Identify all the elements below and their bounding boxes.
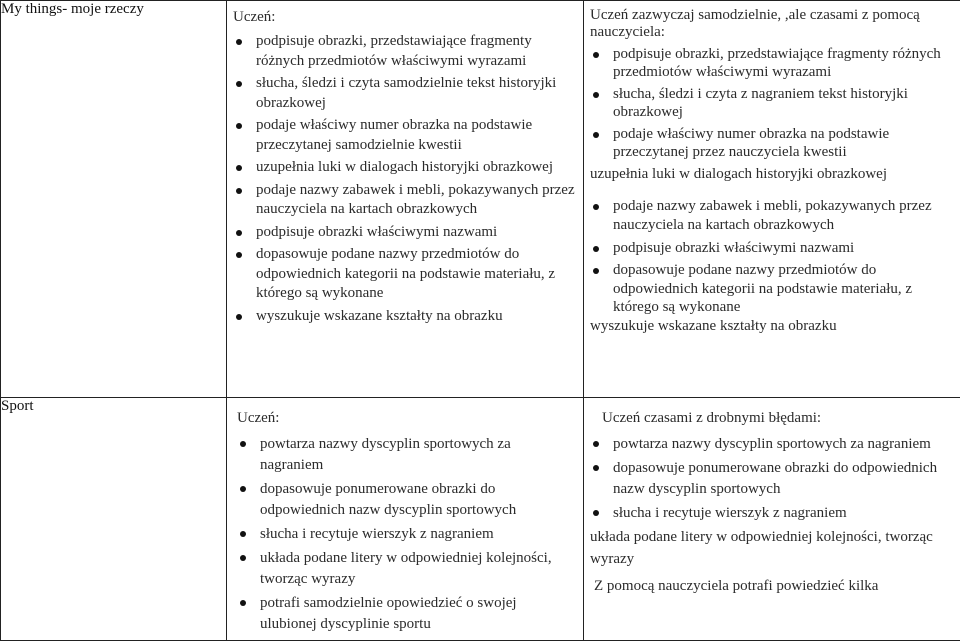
list-item: podpisuje obrazki, przedstawiające fragmenty różnych przedmiotów właściwymi wyrazami <box>233 32 575 71</box>
list-item: dopasowuje ponumerowane obrazki do odpowiednich nazw dyscyplin sportowych <box>590 458 948 500</box>
requirements-list <box>590 45 950 336</box>
requirements-cell <box>227 1 584 398</box>
list-item: słucha, śledzi i czyta samodzielnie tekst historyjki obrazkowej <box>233 74 575 113</box>
list-item: powtarza nazwy dyscyplin sportowych za nagraniem <box>237 434 575 476</box>
list-item: uzupełnia luki w dialogach historyjki obrazkowej <box>233 158 575 178</box>
topic-cell <box>1 1 227 398</box>
requirements-list <box>233 32 575 326</box>
cell-heading: Uczeń: <box>237 408 575 428</box>
list-item: wyszukuje wskazane kształty na obrazku <box>590 317 950 337</box>
list-item: powtarza nazwy dyscyplin sportowych za nagraniem <box>590 434 948 455</box>
cell-heading: Uczeń czasami z drobnymi błędami: <box>590 408 948 428</box>
list-item: podpisuje obrazki, przedstawiające fragmenty różnych przedmiotów właściwymi wyrazami <box>590 45 950 81</box>
list-item: układa podane litery w odpowiedniej kolejności, tworząc wyrazy <box>237 548 575 590</box>
list-item: Z pomocą nauczyciela potrafi powiedzieć kilka <box>590 576 948 597</box>
list-item: układa podane litery w odpowiedniej kolejności, tworząc wyrazy <box>590 526 948 570</box>
list-item: uzupełnia luki w dialogach historyjki obrazkowej <box>590 165 950 185</box>
list-item: podpisuje obrazki właściwymi nazwami <box>590 239 950 259</box>
topic-cell <box>1 398 227 641</box>
list-item: słucha i recytuje wierszyk z nagraniem <box>237 524 575 545</box>
requirements-cell <box>227 398 584 641</box>
list-item: podpisuje obrazki właściwymi nazwami <box>233 223 575 243</box>
requirements-cell <box>584 1 960 398</box>
list-item: podaje właściwy numer obrazka na podstawie przeczytanej samodzielnie kwestii <box>233 116 575 155</box>
list-item: podaje nazwy zabawek i mebli, pokazywanych przez nauczyciela na kartach obrazkowych <box>590 197 950 236</box>
list-item: wyszukuje wskazane kształty na obrazku <box>233 307 575 327</box>
cell-heading: Uczeń zazwyczaj samodzielnie, ,ale czasami z pomocą nauczyciela: <box>590 7 950 41</box>
table-row <box>1 398 960 641</box>
table-row <box>1 1 960 398</box>
list-item: dopasowuje podane nazwy przedmiotów do odpowiednich kategorii na podstawie materiału, z którego są wykonane <box>590 261 950 317</box>
list-item: słucha i recytuje wierszyk z nagraniem <box>590 503 948 524</box>
list-item: podaje nazwy zabawek i mebli, pokazywanych przez nauczyciela na kartach obrazkowych <box>233 181 575 220</box>
requirements-list <box>590 434 948 597</box>
cell-heading: Uczeń: <box>233 7 575 27</box>
list-item: słucha, śledzi i czyta z nagraniem tekst historyjki obrazkowej <box>590 85 950 121</box>
requirements-cell <box>584 398 960 641</box>
list-item: potrafi samodzielnie opowiedzieć o swojej ulubionej dyscyplinie sportu <box>237 593 575 635</box>
list-item: dopasowuje ponumerowane obrazki do odpowiednich nazw dyscyplin sportowych <box>237 479 575 521</box>
list-item: dopasowuje podane nazwy przedmiotów do odpowiednich kategorii na podstawie materiału, z którego są wykonane <box>233 245 575 304</box>
requirements-list <box>237 434 575 635</box>
list-item: podaje właściwy numer obrazka na podstawie przeczytanej przez nauczyciela kwestii <box>590 125 950 161</box>
topic-label: Sport <box>1 398 34 414</box>
topic-label: My things- moje rzeczy <box>1 1 144 17</box>
